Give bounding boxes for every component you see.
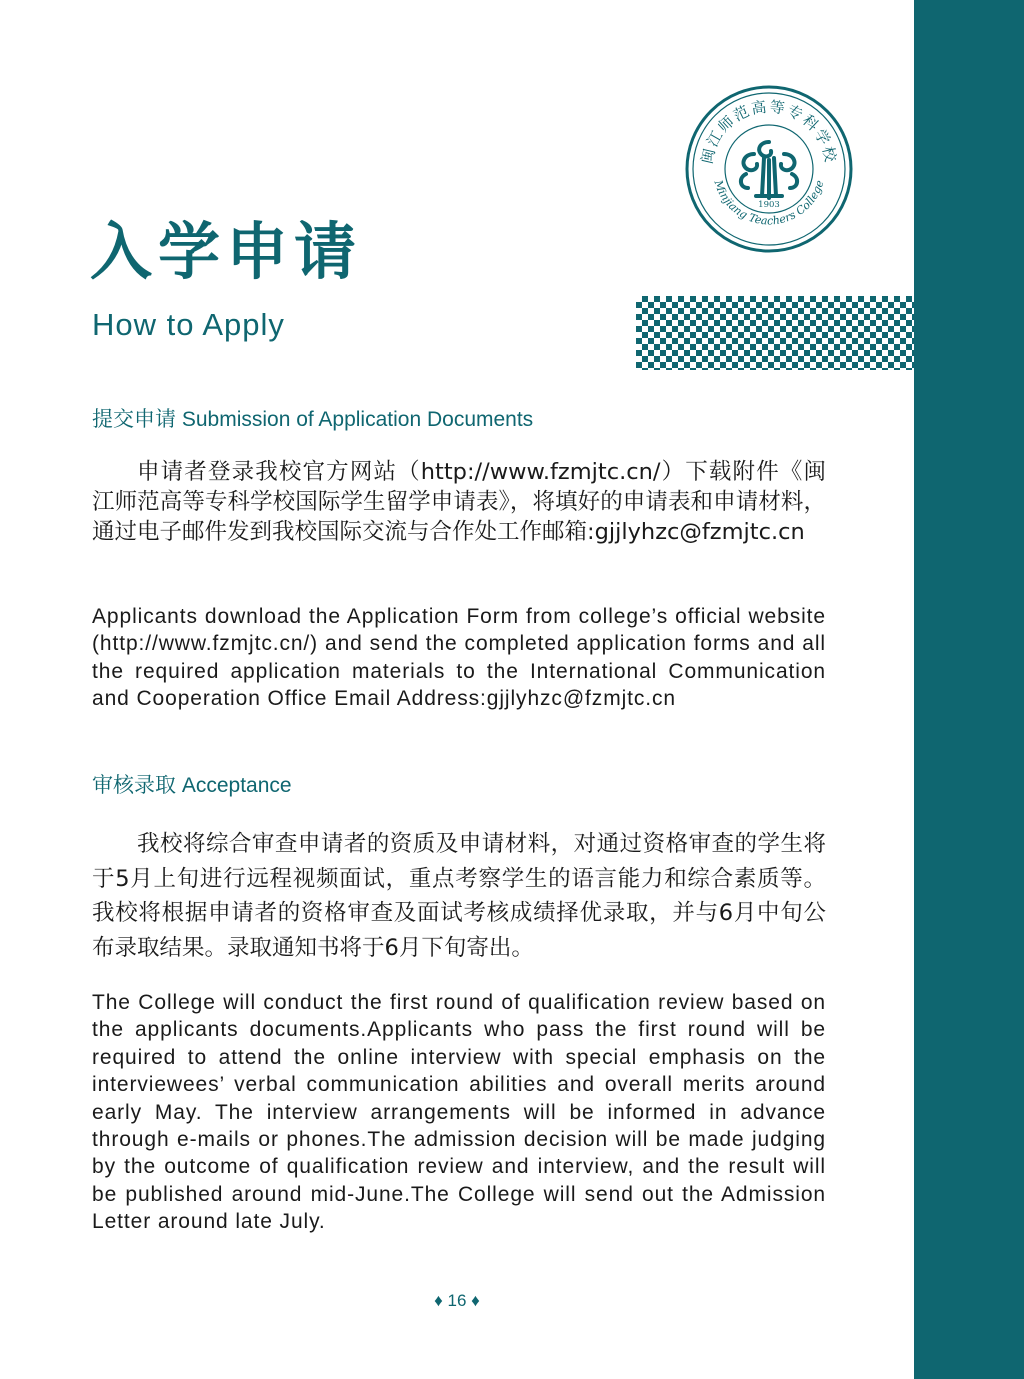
page-number: ♦ 16 ♦ — [434, 1291, 480, 1310]
page-title-cn: 入学申请 — [90, 215, 363, 288]
page-title-en: How to Apply — [92, 307, 285, 342]
side-color-bar — [914, 0, 1024, 1379]
acceptance-text-cn: 我校将综合审查申请者的资质及申请材料，对通过资格审查的学生将于5月上旬进行远程视频面试，重点考察学生的语言能力和综合素质等。我校将根据申请者的资格审查及面试考核成绩择优录取，并与6月中旬公布录取结果。录取通知书将于6月下旬寄出。 — [92, 831, 826, 961]
submission-text-cn: 申请者登录我校官方网站（http://www.fzmjtc.cn/）下载附件《闽江师范高等专科学校国际学生留学申请表》，将填好的申请表和申请材料，通过电子邮件发到我校国际交流与合作处工作邮箱:gjjlyhzc@fzmjtc.cn — [92, 459, 826, 545]
section-heading-acceptance: 审核录取 Acceptance — [92, 774, 292, 797]
emblem-cn-name: 闽江师范高等专科学校 — [697, 97, 841, 166]
emblem-en-name: Minjiang Teachers College — [711, 178, 827, 228]
college-emblem-logo — [684, 84, 854, 254]
emblem-tree-icon — [741, 142, 797, 198]
section-heading-submission: 提交申请 Submission of Application Documents — [92, 408, 534, 431]
submission-text-en: Applicants download the Application Form from college’s official website (http://www.fzmjtc.cn/) and send the completed application forms and all the required application materials to the International Communication and Cooperation Office Email Address:gjjlyhzc@fzmjtc.cn — [92, 605, 826, 711]
diamond-pattern-band — [636, 296, 914, 370]
emblem-year: 1903 — [758, 200, 780, 210]
acceptance-text-en: The College will conduct the first round of qualification review based on the applicants documents.Applicants who pass the first round will be required to attend the online interview with special emphasis on the interviewees’ verbal communication abilities and overall merits around early May. The interview arrangements will be informed in advance through e-mails or phones.The admission decision will be made judging by the outcome of qualification review and interview, and the result will be published around mid-June.The College will send out the Admission Letter around late July. — [92, 991, 826, 1234]
